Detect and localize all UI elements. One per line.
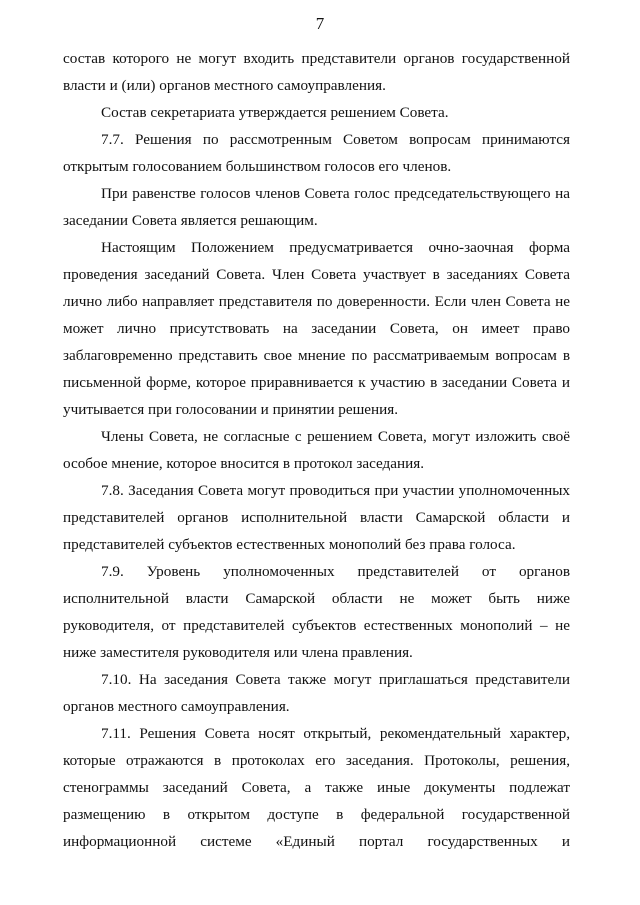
text-line: открытым голосованием большинством голосов его членов.: [63, 158, 452, 175]
text-line: состав которого не могут входить представители органов государственной: [63, 50, 570, 67]
text-line: 7.7. Решения по рассмотренным Советом вопросам принимаются: [101, 131, 570, 148]
page-number: 7: [315, 14, 325, 33]
text-line: власти и (или) органов местного самоуправления.: [63, 77, 386, 94]
text-line: заблаговременно представить свое мнение по рассматриваемым вопросам в: [63, 347, 570, 364]
text-line: учитывается при голосовании и принятии решения.: [63, 401, 399, 418]
text-line: 7.11. Решения Совета носят открытый, рекомендательный характер,: [101, 725, 570, 742]
text-line: органов местного самоуправления.: [63, 698, 290, 715]
text-line: особое мнение, которое вносится в протокол заседания.: [63, 455, 425, 472]
text-line: проведения заседаний Совета. Член Совета участвует в заседаниях Совета: [63, 266, 570, 283]
text-line: которые отражаются в протоколах его заседания. Протоколы, решения,: [63, 752, 570, 769]
text-line: стенограммы заседаний Совета, а также иные документы подлежат: [63, 779, 570, 796]
text-line: информационной системе «Единый портал государственных и: [63, 833, 570, 850]
text-line: 7.9. Уровень уполномоченных представителей от органов: [101, 563, 570, 580]
text-line: Состав секретариата утверждается решением Совета.: [101, 104, 449, 121]
text-line: представителей субъектов естественных монополий без права голоса.: [63, 536, 516, 553]
text-line: При равенстве голосов членов Совета голос председательствующего на: [101, 185, 570, 202]
text-line: Члены Совета, не согласные с решением Совета, могут изложить своё: [101, 428, 570, 445]
text-line: может лично присутствовать на заседании Совета, он имеет право: [63, 320, 570, 337]
text-line: 7.8. Заседания Совета могут проводиться при участии уполномоченных: [101, 482, 570, 499]
text-line: письменной форме, которое приравнивается к участию в заседании Совета и: [63, 374, 570, 391]
document-body: [63, 45, 570, 855]
text-line: размещению в открытом доступе в федеральной государственной: [63, 806, 570, 823]
text-line: лично либо направляет представителя по доверенности. Если член Совета не: [63, 293, 570, 310]
text-line: 7.10. На заседания Совета также могут приглашаться представители: [101, 671, 570, 688]
text-line: представителей органов исполнительной власти Самарской области и: [63, 509, 570, 526]
text-line: Настоящим Положением предусматривается очно-заочная форма: [101, 239, 570, 256]
text-line: исполнительной власти Самарской области не может быть ниже: [63, 590, 570, 607]
text-line: заседании Совета является решающим.: [63, 212, 318, 229]
text-line: ниже заместителя руководителя или члена правления.: [63, 644, 413, 661]
text-line: руководителя, от представителей субъектов естественных монополий – не: [63, 617, 570, 634]
